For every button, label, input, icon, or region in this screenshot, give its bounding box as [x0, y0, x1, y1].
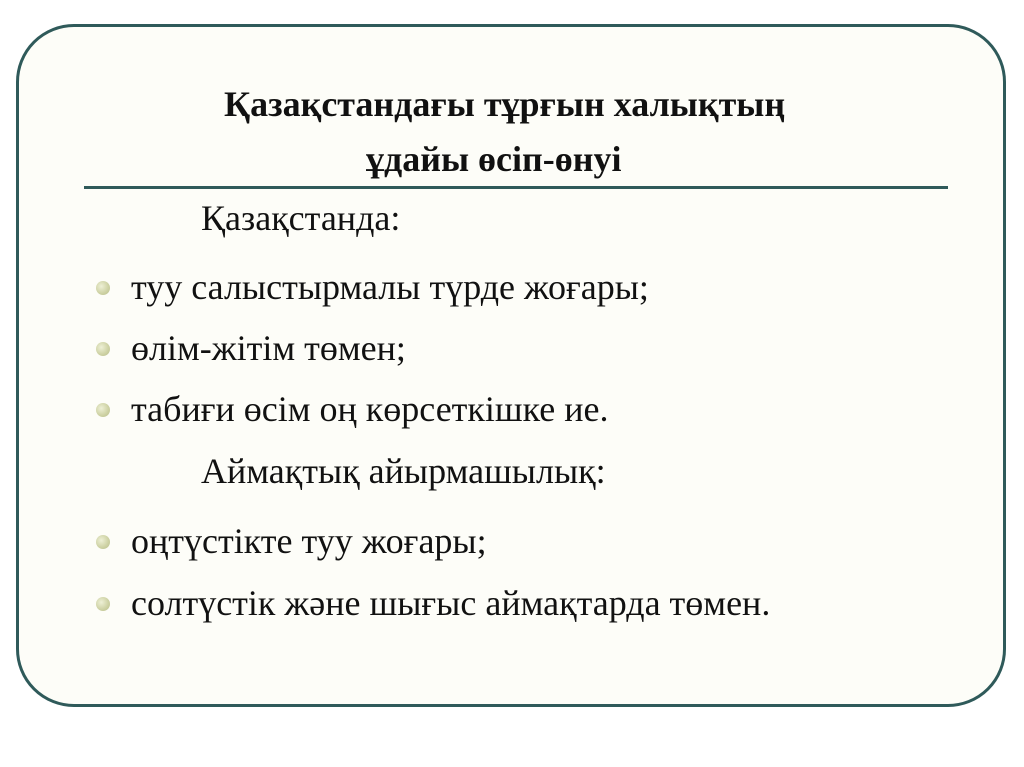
list-item: өлім-жітім төмен; [131, 328, 406, 368]
list-item: солтүстік және шығыс аймақтарда төмен. [131, 583, 771, 623]
round-bullet-icon [96, 342, 110, 356]
title-divider [84, 186, 948, 189]
slide-title-line-2: ұдайы өсіп-өнуі [366, 139, 622, 179]
subheading-regional-differences: Аймақтық айырмашылық: [201, 451, 606, 491]
round-bullet-icon [96, 597, 110, 611]
round-bullet-icon [96, 403, 110, 417]
round-bullet-icon [96, 281, 110, 295]
subheading-kazakhstan: Қазақстанда: [201, 198, 401, 238]
slide-title-line-1: Қазақстандағы тұрғын халықтың [224, 84, 786, 124]
list-item: оңтүстікте туу жоғары; [131, 521, 487, 561]
list-item: табиғи өсім оң көрсеткішке ие. [131, 389, 609, 429]
list-item: туу салыстырмалы түрде жоғары; [131, 267, 649, 307]
round-bullet-icon [96, 535, 110, 549]
